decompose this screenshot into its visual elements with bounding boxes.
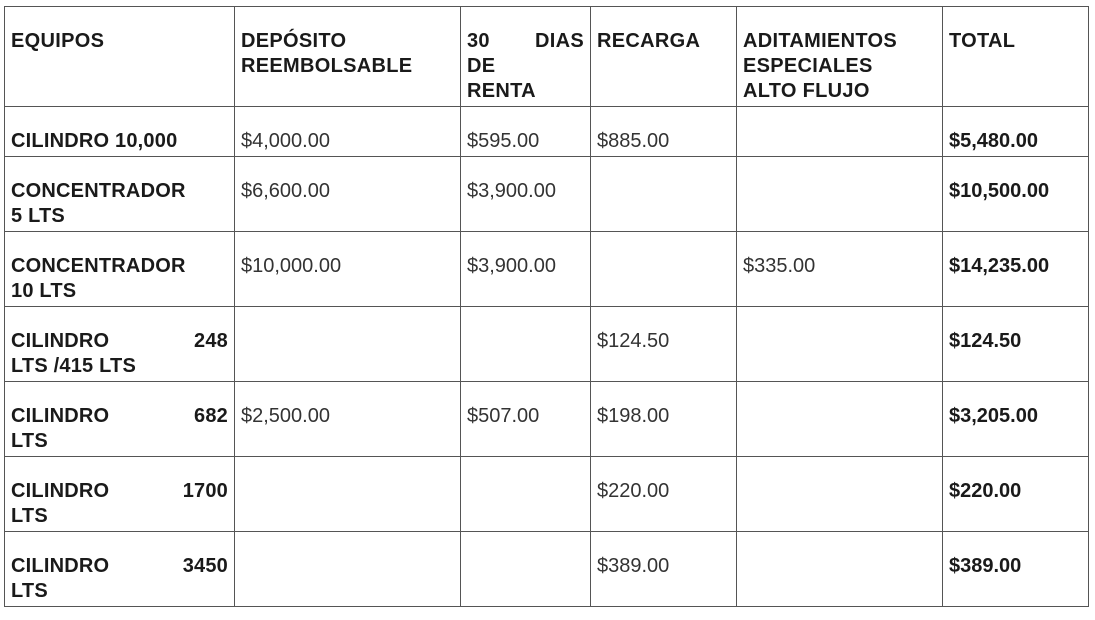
total-cell: $5,480.00 [943, 107, 1089, 157]
header-total-text: TOTAL [949, 30, 1016, 52]
renta-cell: $3,900.00 [461, 157, 591, 232]
total-cell: $14,235.00 [943, 232, 1089, 307]
deposito-cell [235, 307, 461, 382]
deposito-cell [235, 532, 461, 607]
equipo-cell [5, 232, 235, 307]
header-deposito-line1: DEPÓSITO [241, 30, 347, 52]
equipo-cell [5, 307, 235, 382]
header-renta-line1 [467, 29, 584, 54]
aditamentos-cell [737, 157, 943, 232]
total-cell: $10,500.00 [943, 157, 1089, 232]
recarga-cell: $220.00 [591, 457, 737, 532]
header-renta [461, 7, 591, 107]
table-row [5, 157, 1089, 232]
aditamentos-cell [737, 532, 943, 607]
deposito-cell [235, 457, 461, 532]
total-cell: $389.00 [943, 532, 1089, 607]
recarga-cell: $124.50 [591, 307, 737, 382]
equipo-name-line1 [11, 554, 228, 579]
equipo-name-line2: LTS [11, 580, 48, 602]
aditamentos-cell [737, 382, 943, 457]
recarga-cell: $885.00 [591, 107, 737, 157]
table-row [5, 232, 1089, 307]
recarga-cell: $389.00 [591, 532, 737, 607]
renta-cell: $507.00 [461, 382, 591, 457]
deposito-cell: $10,000.00 [235, 232, 461, 307]
aditamentos-cell [737, 107, 943, 157]
recarga-cell [591, 232, 737, 307]
equipo-name-line2: 10 LTS [11, 280, 77, 302]
equipo-name-line1 [11, 404, 228, 429]
table-row [5, 457, 1089, 532]
equipo-cell [5, 157, 235, 232]
equipo-cell [5, 382, 235, 457]
header-aditamentos-line2: ESPECIALES [743, 55, 873, 77]
table-row [5, 532, 1089, 607]
header-recarga [591, 7, 737, 107]
table-row [5, 107, 1089, 157]
table-row [5, 382, 1089, 457]
equipo-capacity: 3450 [182, 555, 228, 577]
aditamentos-cell: $335.00 [737, 232, 943, 307]
equipo-name: CILINDRO 10,000 [11, 130, 178, 152]
header-recarga-text: RECARGA [597, 30, 701, 52]
equipo-cell [5, 107, 235, 157]
header-aditamentos-line1: ADITAMIENTOS [743, 30, 897, 52]
total-cell: $220.00 [943, 457, 1089, 532]
total-cell: $124.50 [943, 307, 1089, 382]
deposito-cell: $2,500.00 [235, 382, 461, 457]
equipo-name-line1 [11, 479, 228, 504]
aditamentos-cell [737, 457, 943, 532]
header-renta-line3: RENTA [467, 80, 536, 102]
equipo-capacity: 682 [194, 405, 228, 427]
equipo-name-line2: LTS /415 LTS [11, 355, 137, 377]
equipo-name-word: CILINDRO [11, 480, 110, 502]
equipo-capacity: 248 [194, 330, 228, 352]
header-deposito-line2: REEMBOLSABLE [241, 55, 413, 77]
equipo-cell [5, 532, 235, 607]
equipo-name-word: CILINDRO [11, 330, 110, 352]
aditamentos-cell [737, 307, 943, 382]
deposito-cell: $6,600.00 [235, 157, 461, 232]
equipo-name-line1: CONCENTRADOR [11, 180, 186, 202]
header-deposito [235, 7, 461, 107]
header-renta-dias: DIAS [535, 30, 584, 52]
equipo-name-line1: CONCENTRADOR [11, 255, 186, 277]
equipo-name-line2: LTS [11, 505, 48, 527]
header-aditamentos [737, 7, 943, 107]
equipo-capacity: 1700 [182, 480, 228, 502]
header-aditamentos-line3: ALTO FLUJO [743, 80, 870, 102]
table-row [5, 307, 1089, 382]
renta-cell [461, 532, 591, 607]
renta-cell: $3,900.00 [461, 232, 591, 307]
header-equipos-text: EQUIPOS [11, 30, 105, 52]
header-total [943, 7, 1089, 107]
equipo-name-word: CILINDRO [11, 555, 110, 577]
equipo-cell [5, 457, 235, 532]
recarga-cell: $198.00 [591, 382, 737, 457]
equipo-name-word: CILINDRO [11, 405, 110, 427]
renta-cell [461, 457, 591, 532]
renta-cell [461, 307, 591, 382]
header-row [5, 7, 1089, 107]
renta-cell: $595.00 [461, 107, 591, 157]
deposito-cell: $4,000.00 [235, 107, 461, 157]
header-renta-30: 30 [467, 30, 490, 52]
equipo-name-line2: 5 LTS [11, 205, 65, 227]
total-cell: $3,205.00 [943, 382, 1089, 457]
price-table [4, 6, 1089, 607]
equipo-name-line2: LTS [11, 430, 48, 452]
recarga-cell [591, 157, 737, 232]
header-renta-line2: DE [467, 55, 496, 77]
equipo-name-line1 [11, 329, 228, 354]
header-equipos [5, 7, 235, 107]
